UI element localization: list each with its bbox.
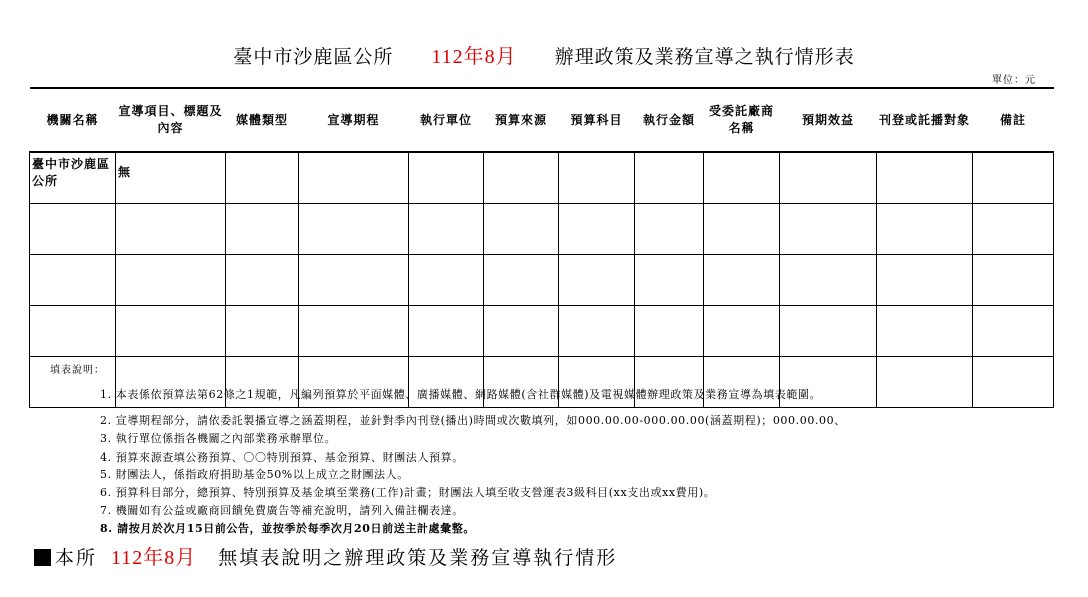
- table-cell: [299, 204, 409, 255]
- column-header: 機關名稱: [30, 88, 116, 152]
- table-cell: [635, 255, 704, 306]
- table-cell: [559, 152, 635, 204]
- black-square-icon: [34, 549, 51, 566]
- table-cell: [877, 152, 973, 204]
- table-cell: [116, 306, 226, 357]
- table-cell: [780, 306, 877, 357]
- table-cell: [30, 204, 116, 255]
- column-header: 預算科目: [559, 88, 635, 152]
- table-cell: [299, 306, 409, 357]
- table-cell: [409, 204, 484, 255]
- column-header: 宣導項目、標題及內容: [116, 88, 226, 152]
- table-row: [30, 204, 1054, 255]
- table-cell: [704, 152, 780, 204]
- table-cell: [877, 357, 973, 408]
- table-row: [30, 152, 1054, 204]
- column-header: 媒體類型: [226, 88, 299, 152]
- footer-statement: [34, 541, 617, 570]
- column-header: 預期效益: [780, 88, 877, 152]
- note-item: 1. 本表係依預算法第62條之1規範，凡編列預算於平面媒體、廣播媒體、網路媒體(含社群媒體)及電視媒體辦理政策及業務宣導為填表範圍。: [100, 388, 822, 401]
- table-cell: [877, 204, 973, 255]
- note-item: 3. 執行單位係指各機關之內部業務承辦單位。: [100, 432, 337, 445]
- table-cell: [780, 152, 877, 204]
- title-org: 臺中市沙鹿區公所: [233, 46, 394, 68]
- table-row: [30, 306, 1054, 357]
- table-cell: [635, 204, 704, 255]
- footer-prefix: 本所: [55, 547, 98, 569]
- column-header: 宣導期程: [299, 88, 409, 152]
- table-cell: [484, 204, 559, 255]
- note-item: 7. 機關如有公益或廠商回饋免費廣告等補充說明，請列入備註欄表達。: [100, 504, 464, 517]
- table-cell: [484, 152, 559, 204]
- table-cell: [635, 152, 704, 204]
- publicity-table: [29, 87, 1054, 408]
- table-cell: [973, 306, 1054, 357]
- table-cell: [409, 306, 484, 357]
- table-cell: [973, 357, 1054, 408]
- table-cell: [484, 255, 559, 306]
- table-row: [30, 255, 1054, 306]
- table-cell: [299, 152, 409, 204]
- table-cell: 無: [116, 152, 226, 204]
- table-cell: [116, 255, 226, 306]
- table-cell: [704, 255, 780, 306]
- column-header: 預算來源: [484, 88, 559, 152]
- footer-period: 112年8月: [111, 547, 197, 569]
- table-cell: [704, 306, 780, 357]
- table-cell: [635, 306, 704, 357]
- table-cell: [780, 255, 877, 306]
- table-cell: [484, 306, 559, 357]
- table-cell: [226, 306, 299, 357]
- page-title: [0, 40, 1088, 69]
- note-item: 5. 財團法人，係指政府捐助基金50%以上成立之財團法人。: [100, 468, 409, 481]
- title-period: 112年8月: [431, 46, 517, 68]
- title-text: 辦理政策及業務宣導之執行情形表: [554, 46, 855, 68]
- table-cell: [877, 306, 973, 357]
- column-header: 執行單位: [409, 88, 484, 152]
- table-cell: [559, 204, 635, 255]
- table-cell: [30, 306, 116, 357]
- column-header: 執行金額: [635, 88, 704, 152]
- table-cell: 臺中市沙鹿區公所: [30, 152, 116, 204]
- table-cell: [973, 204, 1054, 255]
- notes-heading: 填表說明：: [50, 365, 105, 376]
- table-cell: [226, 152, 299, 204]
- table-cell: [877, 255, 973, 306]
- note-item: 4. 預算來源查填公務預算、〇〇特別預算、基金預算、財團法人預算。: [100, 451, 464, 464]
- footer-text: 無填表說明之辦理政策及業務宣導執行情形: [218, 547, 618, 569]
- column-header: 刊登或託播對象: [877, 88, 973, 152]
- table-cell: [299, 255, 409, 306]
- table-cell: [409, 255, 484, 306]
- table-cell: [780, 204, 877, 255]
- table-cell: [973, 152, 1054, 204]
- table-cell: [559, 255, 635, 306]
- table-cell: [30, 255, 116, 306]
- currency-unit: 單位：元: [992, 75, 1036, 86]
- note-item: 2. 宣導期程部分，請依委託製播宣導之涵蓋期程，並針對季內刊登(播出)時間或次數填列，如000.00.00-000.00.00(涵蓋期程)；000.00.00、: [100, 414, 846, 427]
- table-cell: [973, 255, 1054, 306]
- table-cell: [116, 204, 226, 255]
- table-cell: [559, 306, 635, 357]
- note-item: 6. 預算科目部分，總預算、特別預算及基金填至業務(工作)計畫；財團法人填至收支營運表3級科目(xx支出或xx費用)。: [100, 486, 716, 499]
- column-header: 備註: [973, 88, 1054, 152]
- table-header-row: [30, 88, 1054, 152]
- table-cell: [409, 152, 484, 204]
- table-cell: [226, 255, 299, 306]
- note-item: 8. 請按月於次月15日前公告，並按季於每季次月20日前送主計處彙整。: [100, 522, 475, 535]
- table-cell: [226, 204, 299, 255]
- column-header: 受委託廠商名稱: [704, 88, 780, 152]
- table-cell: [704, 204, 780, 255]
